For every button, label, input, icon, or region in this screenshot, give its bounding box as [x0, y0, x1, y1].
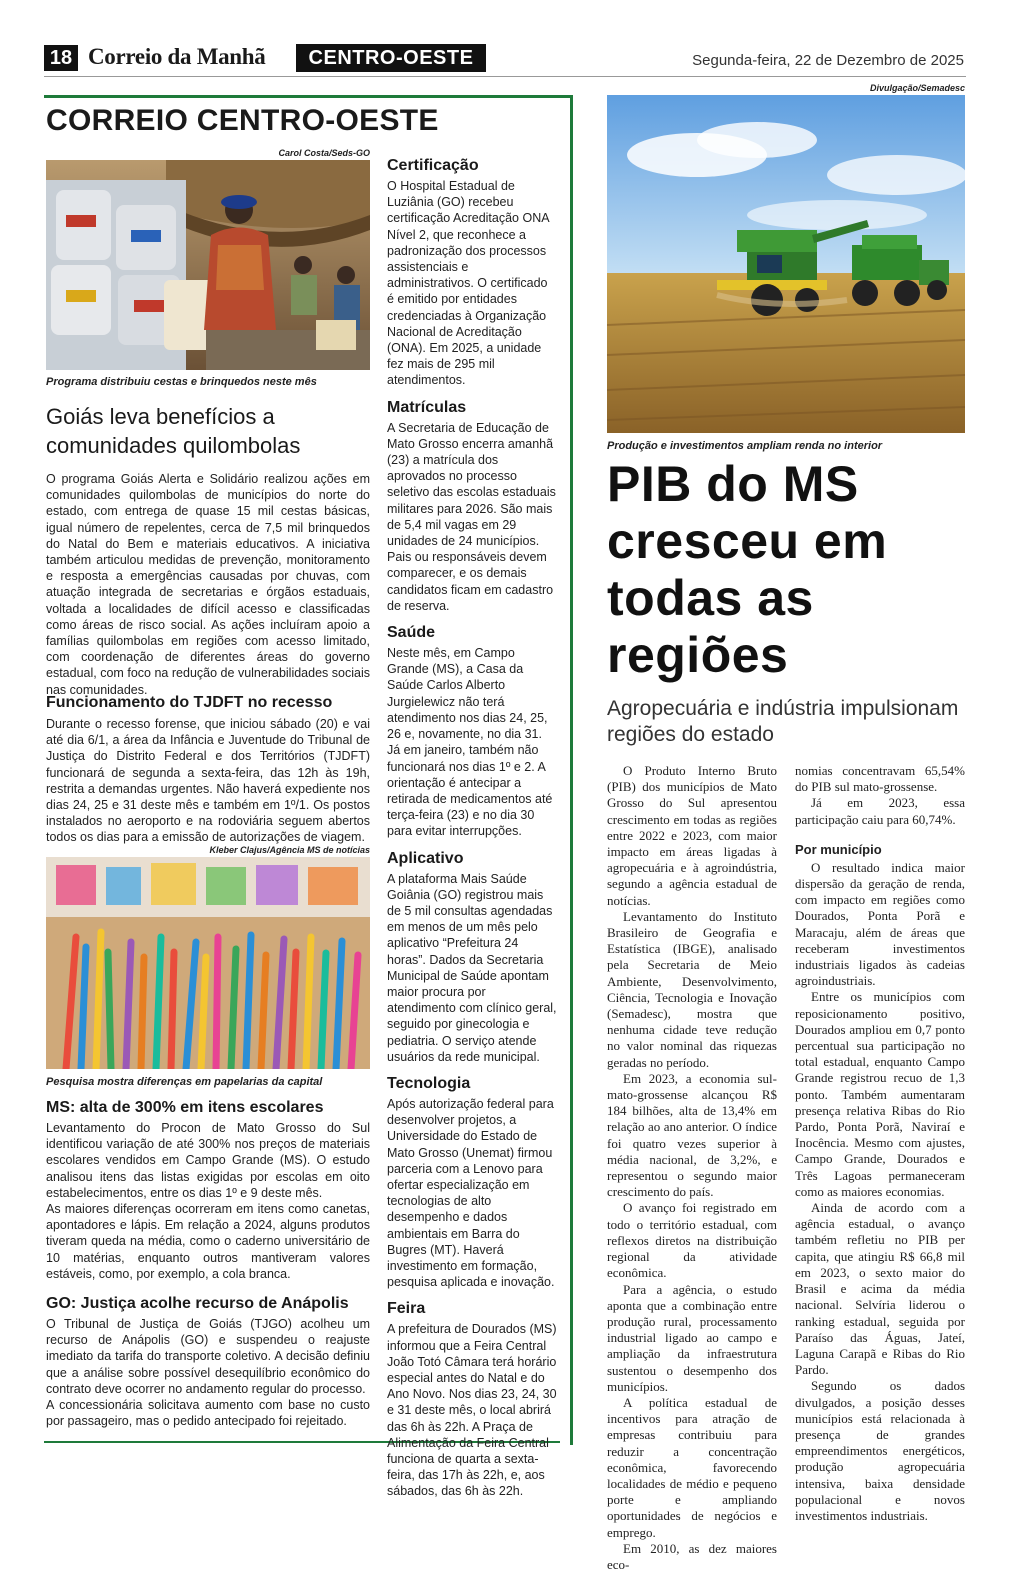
headline-escolares: MS: alta de 300% em itens escolares	[46, 1099, 324, 1116]
photo-credit: Carol Costa/Seds-GO	[278, 148, 370, 158]
school-supplies-photo	[46, 857, 370, 1069]
paragraph: Para a agência, o estudo aponta que a combinação entre produção rural, processamento industrial ligado ao campo e ampliação da infraestrutura sustentou o desempenho dos municípios.	[607, 1281, 777, 1394]
story-anapolis-body	[46, 1316, 370, 1429]
story-escolares-body	[46, 1120, 370, 1282]
subheading-por-municipio: Por município	[795, 841, 882, 857]
box-top-rule	[44, 95, 572, 98]
photo-caption: Produção e investimentos ampliam renda no interior	[607, 440, 883, 452]
paragraph: Em 2023, a economia sul-mato-grossense alcançou R$ 184 bilhões, alta de 13,4% em relação ao ano anterior. O índice foi quatro vezes superior à média nacional, de 3,2%, e representou o segundo maior crescimento do país.	[607, 1070, 777, 1200]
paragraph: O resultado indica maior dispersão da geração de renda, com impacto em regiões como Dourados, Ponta Porã e Maracaju, além de áreas que receberam investimentos industriais ligados às cadeias agroindustriais.	[795, 859, 965, 989]
harvest-photo	[607, 95, 965, 433]
brief-item	[387, 157, 557, 389]
paragraph: Ainda de acordo com a agência estadual, o avanço também refletiu no PIB per capita, que atingiu R$ 66,8 mil em 2023, o sexto maior do Brasil e acima da média nacional. Selvíria liderou o ranking estadual, seguida por Paraíso das Águas, Jateí, Laguna Carapã e Ribas do Rio Pardo.	[795, 1200, 965, 1378]
paragraph: Durante o recesso forense, que iniciou sábado (20) e vai até dia 6/1, a área da Infância e Juventude do Tribunal de Justiça do Distrito Federal e dos Territórios (TJDFT) funcionará de segunda a sexta-feira, das 12h às 19h, restrita a demandas urgentes. Não haverá expediente nos dias 24, 25 e 31 deste mês e também em 1º/1. Os postos instalados no aeroporto e na rodoviária seguem abertos todos os dias para a emissão de autorizações de viagem.	[46, 717, 370, 845]
brief-item	[387, 399, 557, 614]
brief-body: A Secretaria de Educação de Mato Grosso encerra amanhã (23) a matrícula dos aprovados no processo seletivo das escolas estaduais militares para 2026. São mais de 5,4 mil vagas em 29 unidades de 24 municípios. Pais ou responsáveis devem comparecer, e os demais candidatos ficam em cadastro de reserva.	[387, 420, 556, 613]
brief-title: Feira	[387, 1300, 426, 1318]
paragraph: Em 2010, as dez maiores eco-	[607, 1540, 777, 1572]
page-number: 18	[44, 45, 78, 71]
briefs-column	[387, 157, 557, 1500]
brief-item	[387, 1300, 557, 1499]
box-title: CORREIO CENTRO-OESTE	[46, 104, 439, 137]
brief-title: Aplicativo	[387, 849, 464, 867]
headline-quilombolas: Goiás leva benefícios a comunidades quilombolas	[46, 404, 301, 458]
brief-item	[387, 624, 557, 839]
brief-title: Tecnologia	[387, 1074, 471, 1092]
main-headline: PIB do MS cresceu em todas as regiões	[607, 456, 888, 683]
story-tjdft-body	[46, 716, 370, 846]
photo-credit: Divulgação/Semadesc	[869, 83, 965, 93]
brief-item	[387, 850, 557, 1065]
article-column-2	[795, 763, 965, 1524]
photo-caption: Programa distribuiu cestas e brinquedos neste mês	[46, 376, 317, 388]
newspaper-brand: Correio da Manhã	[88, 44, 266, 69]
photo-caption: Pesquisa mostra diferenças em papelarias da capital	[46, 1076, 323, 1088]
paragraph: nomias concentravam 65,54% do PIB sul mato-grossense.	[795, 763, 965, 795]
paragraph: Entre os municípios com reposicionamento positivo, Dourados ampliou em 0,7 ponto percentual sua participação no total estadual, enquanto Campo Grande registrou recuo de 1,3 ponto. Também aumentaram presença relativa Ribas do Rio Pardo, Ponta Porã, Naviraí e Inocência. Mesmo com ajustes, Campo Grande, Dourados e Três Lagoas permaneceram como as maiores economias.	[795, 989, 965, 1199]
brief-title: Certificação	[387, 157, 479, 174]
main-subheadline: Agropecuária e indústria impulsionam regiões do estado	[607, 697, 959, 746]
brief-body: Após autorização federal para desenvolver projetos, a Universidade do Estado de Mato Grosso (Unemat) firmou parceria com a Lenovo para ofertar especialização em tecnologias de alto desempenho e dados ambientais em Barra do Bugres (MT). Haverá investimento em formação, pesquisa aplicada e inovação.	[387, 1096, 555, 1290]
photo-credit: Kleber Clajus/Agência MS de notícias	[209, 845, 370, 855]
brief-title: Saúde	[387, 624, 436, 642]
brief-item	[387, 1075, 557, 1290]
brief-body: O Hospital Estadual de Luziânia (GO) recebeu certificação Acreditação ONA Nível 2, que reconhece a padronização dos processos assistenciais e administrativos. O certificado é emitido por entidades credenciadas à Organização Nacional de Acreditação (ONA). Em 2025, a unidade fez mais de 295 mil atendimentos.	[387, 179, 549, 388]
brief-body: Neste mês, em Campo Grande (MS), a Casa da Saúde Carlos Alberto Jurgielewicz não terá atendimento nos dias 24, 25, 26 e, novamente, no dia 31. Já em janeiro, também não funcionará nos dias 1º e 2. A orientação é antecipar a retirada de medicamentos até terça-feira (23) e no dia 30 para evitar interrupções.	[387, 646, 553, 839]
edition-date: Segunda-feira, 22 de Dezembro de 2025	[692, 52, 964, 69]
paragraph: Já em 2023, essa participação caiu para 60,74%.	[795, 795, 965, 827]
box-right-rule	[570, 95, 573, 1445]
brief-body: A plataforma Mais Saúde Goiânia (GO) registrou mais de 5 mil consultas agendadas em menos de um mês pelo aplicativo “Prefeitura 24 horas”. Dados da Secretaria Municipal de Saúde apontam maior procura por atendimento com clínico geral, seguido por ginecologia e pediatria. O serviço atende usuários da rede municipal.	[387, 871, 557, 1064]
paragraph: Segundo os dados divulgados, a posição desses municípios está relacionada à presença de grandes empreendimentos energéticos, produção agropecuária intensiva, baixa densidade populacional e novos investimentos industriais.	[795, 1378, 965, 1523]
paragraph: O Produto Interno Bruto (PIB) dos municípios de Mato Grosso do Sul apresentou crescimento em todas as regiões entre 2022 e 2023, com maior impacto em áreas ligadas à agropecuária e à agroindústria, segundo a agência estadual de notícias.	[607, 763, 777, 908]
paragraph: A política estadual de incentivos para atração de empresas contribuiu para reduzir a concentração econômica, favorecendo localidades de médio e pequeno porte e ampliando oportunidades de negócios e emprego.	[607, 1394, 777, 1540]
paragraph: O avanço foi registrado em todo o território estadual, com reflexos diretos na distribuição regional da atividade econômica.	[607, 1200, 777, 1281]
paragraph: Levantamento do Instituto Brasileiro de Geografia e Estatística (IBGE), analisado pela Secretaria de Meio Ambiente, Desenvolvimento, Ciência, Tecnologia e Inovação (Semadesc), mostra que nenhuma cidade teve redução no valor nominal das riquezas geradas no período.	[607, 908, 777, 1070]
quilombola-photo	[46, 160, 370, 370]
paragraph: O programa Goiás Alerta e Solidário realizou ações em comunidades quilombolas de municípios do norte do estado, com entrega de quase 15 mil cestas básicas, igual número de repelentes, cerca de 7,5 mil brinquedos do Natal do Bem e materiais educativos. A iniciativa também articulou medidas de prevenção, monitoramento e resposta a emergências causadas por chuvas, com atuação integrada de secretarias e órgãos estaduais, voltada a localidades de difícil acesso e classificadas como áreas de risco social. As ações incluíram apoio a famílias quilombolas em regiões com acesso limitado, com coordenação de diferentes áreas do governo estadual, com foco na redução de vulnerabilidades sociais nas comunidades.	[46, 472, 370, 697]
story-quilombolas-body	[46, 471, 370, 698]
paragraph: As maiores diferenças ocorreram em itens como canetas, apontadores e lápis. Em relação a 2024, alguns produtos tiveram queda na média, como o caderno universitário de 10 matérias, enquanto outros mantiveram valores estáveis, como, por exemplo, a cola branca.	[46, 1202, 370, 1281]
headline-anapolis: GO: Justiça acolhe recurso de Anápolis	[46, 1295, 349, 1312]
section-label: CENTRO-OESTE	[296, 44, 486, 72]
header-rule	[44, 76, 966, 77]
headline-tjdft: Funcionamento do TJDFT no recesso	[46, 694, 333, 711]
article-column-1	[607, 763, 777, 1573]
paragraph: O Tribunal de Justiça de Goiás (TJGO) acolheu um recurso de Anápolis (GO) e suspendeu o reajuste imediato da tarifa do transporte coletivo. A decisão definiu que a análise sobre possível desequilíbrio econômico do contrato deve ocorrer no andamento regular do processo.	[46, 1317, 370, 1396]
paragraph: Levantamento do Procon de Mato Grosso do Sul identificou variação de até 300% nos preços de materiais escolares vendidos em Campo Grande (MS). O estudo analisou itens das listas exigidas por escolas em oito estabelecimentos, entre os dias 1º e 9 deste mês.	[46, 1121, 370, 1200]
paragraph: A concessionária solicitava aumento com base no custo por passageiro, mas o pedido antecipado foi rejeitado.	[46, 1398, 370, 1429]
brief-body: A prefeitura de Dourados (MS) informou que a Feira Central João Totó Câmara terá horário especial antes do Natal e do Ano Novo. Nos dias 23, 24, 30 e 31 deste mês, o local abrirá das 6h às 22h. A Praça de Alimentação da Feira Central funciona de quarta a sexta-feira, das 17h às 22h, e, aos sábados, das 6h às 22h.	[387, 1322, 557, 1499]
brief-title: Matrículas	[387, 398, 467, 416]
